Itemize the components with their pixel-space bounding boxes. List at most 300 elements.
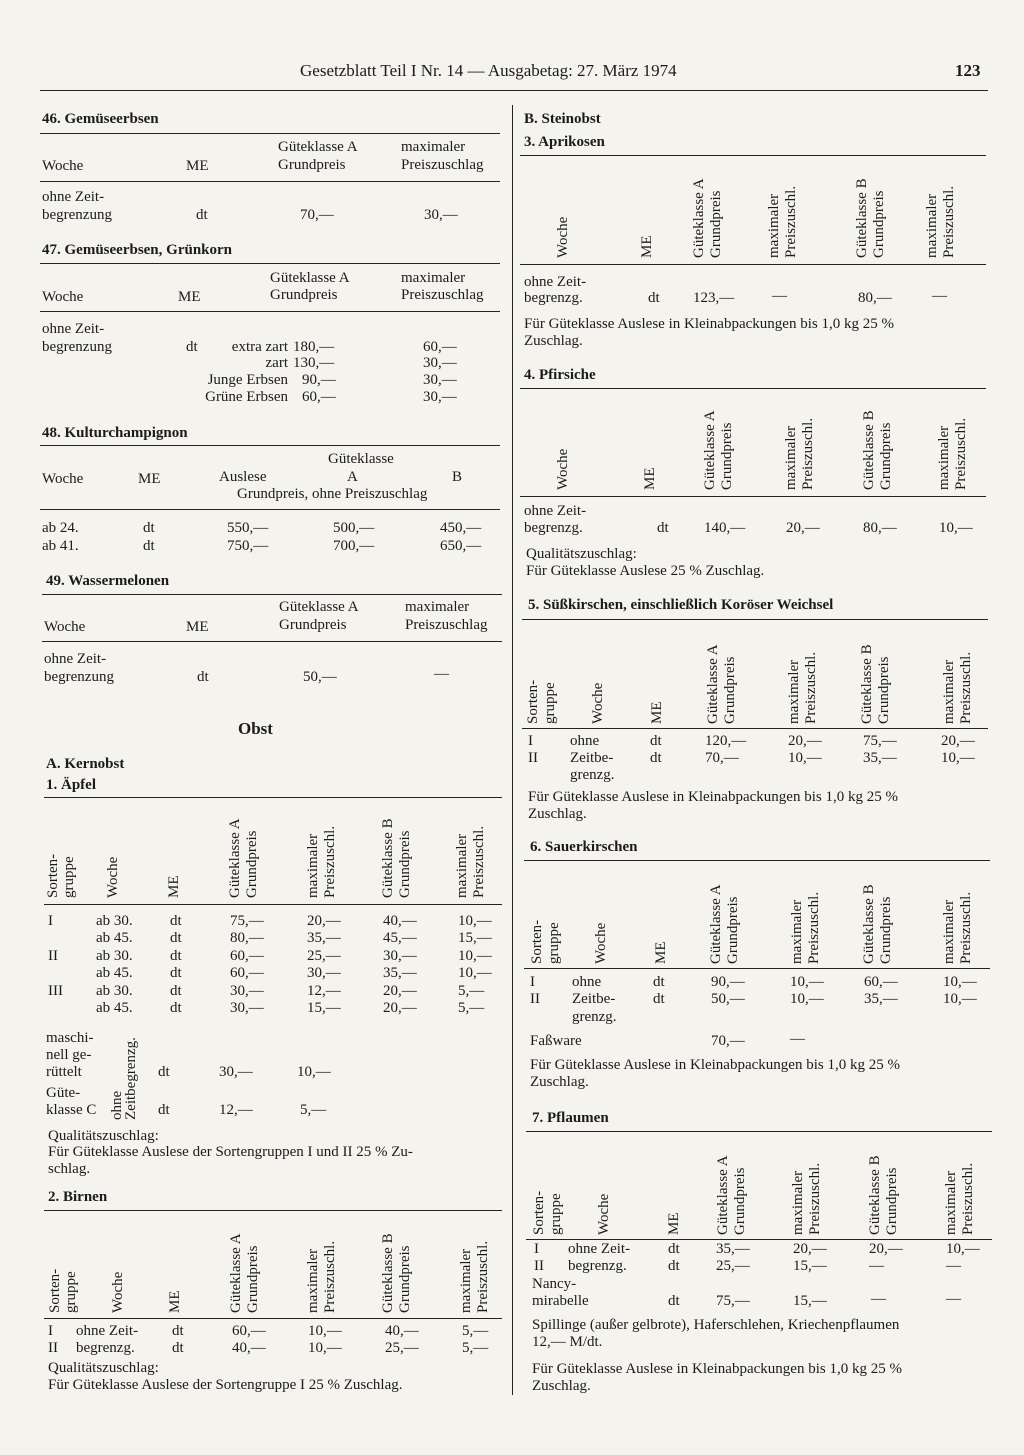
col-header: Woche — [42, 289, 84, 305]
note: Für Güteklasse Auslese in Kleinabpackungen bis 1,0 kg 25 % — [528, 789, 898, 805]
cell: dt — [668, 1293, 680, 1309]
col-header-rot: Woche — [593, 922, 609, 964]
table-cell-g: II — [530, 991, 540, 1007]
rule — [40, 509, 500, 510]
table-cell-a: 40,— — [232, 1340, 266, 1356]
col-header-rot: maximaler — [305, 1248, 321, 1313]
table-cell-ma: 10,— — [788, 750, 822, 766]
col-header-rot: maximaler — [454, 833, 470, 898]
col-header-rot: Güteklasse A — [691, 178, 707, 258]
note: Zuschlag. — [524, 333, 583, 349]
section-48-heading: 48. Kulturchampignon — [42, 425, 188, 441]
cell: dt — [197, 669, 209, 685]
table-cell-a: 60,— — [230, 948, 264, 964]
cell: 10,— — [939, 520, 973, 536]
cell: Faßware — [530, 1033, 582, 1049]
col-header-rot: Güteklasse B — [380, 1233, 396, 1313]
cell: 5,— — [300, 1102, 327, 1118]
cell: dt — [186, 339, 198, 355]
table-cell-b: 40,— — [383, 913, 417, 929]
table-cell-ma: 10,— — [308, 1340, 342, 1356]
cell: 650,— — [440, 538, 482, 554]
rule — [44, 1210, 502, 1211]
col-header-rot: Grundpreis — [871, 190, 887, 258]
table-cell-b: 20,— — [383, 983, 417, 999]
table-cell-w: ab 45. — [96, 965, 133, 981]
table-cell-me: dt — [650, 750, 662, 766]
aprikosen-heading: 3. Aprikosen — [524, 134, 605, 150]
table-cell-a: 60,— — [232, 1323, 266, 1339]
col-header-rot: gruppe — [542, 682, 558, 724]
rule — [524, 860, 990, 861]
section-47-heading: 47. Gemüseerbsen, Grünkorn — [42, 242, 233, 258]
table-cell-me: dt — [170, 965, 182, 981]
cell: ohne Zeit- — [44, 651, 107, 667]
cell: 700,— — [333, 538, 375, 554]
table-cell-mb: 5,— — [462, 1323, 489, 1339]
col-header: ME — [138, 471, 161, 487]
table-cell-g: I — [48, 913, 53, 929]
cell: 30,— — [219, 1064, 253, 1080]
col-header: Woche — [42, 471, 84, 487]
table-cell-a: 120,— — [705, 733, 747, 749]
col-header: ME — [186, 158, 209, 174]
table-cell-mb: 10,— — [458, 965, 492, 981]
col-header-rot: Güteklasse A — [702, 410, 718, 490]
note: Zuschlag. — [528, 806, 587, 822]
table-cell-b: 40,— — [385, 1323, 419, 1339]
table-cell-mb: 20,— — [941, 733, 975, 749]
table-cell-b: 45,— — [383, 930, 417, 946]
col-header-rot: Preiszuschl. — [475, 1240, 491, 1313]
table-cell-a: 50,— — [711, 991, 745, 1007]
table-cell-mb: 15,— — [458, 930, 492, 946]
table-cell-ma: 15,— — [307, 1000, 341, 1016]
col-header-rot: Grundpreis — [722, 656, 738, 724]
table-cell-w: begrenzg. — [76, 1340, 135, 1356]
suesskirschen-heading: 5. Süßkirschen, einschließlich Koröser Weichsel — [528, 597, 834, 613]
col-header: Grundpreis — [270, 287, 338, 303]
rotated-label: ohne — [109, 1090, 125, 1120]
col-header-rot: Woche — [590, 682, 606, 724]
col-header-rot: Preiszuschl. — [958, 651, 974, 724]
col-header-rot: Grundpreis — [245, 1245, 261, 1313]
cell: Nancy- — [532, 1276, 577, 1292]
cell: begrenzg. — [524, 520, 583, 536]
apfel-heading: 1. Äpfel — [46, 777, 96, 793]
col-header-rot: Sorten- — [45, 853, 61, 898]
cell: begrenzung — [42, 339, 112, 355]
col-header-rot: Preiszuschl. — [953, 417, 969, 490]
table-cell-b: 25,— — [385, 1340, 419, 1356]
rule — [524, 968, 990, 969]
rule — [40, 263, 500, 264]
col-header-rot: Sorten- — [529, 919, 545, 964]
col-header: Preiszuschlag — [401, 287, 484, 303]
rule — [42, 594, 502, 595]
col-header-rot: Grundpreis — [876, 656, 892, 724]
table-cell-g: II — [534, 1258, 544, 1274]
col-header-rot: Sorten- — [531, 1190, 547, 1235]
col-header: Auslese — [219, 469, 267, 485]
col-header-rot: Güteklasse B — [861, 884, 877, 964]
col-header-rot: Woche — [105, 856, 121, 898]
cell: 450,— — [440, 520, 482, 536]
rule — [520, 388, 986, 389]
cell: klasse C — [46, 1102, 97, 1118]
col-header-rot: Güteklasse A — [227, 818, 243, 898]
kernobst-heading: A. Kernobst — [46, 756, 125, 772]
cell: 12,— — [219, 1102, 253, 1118]
col-header-rot: maximaler — [936, 425, 952, 490]
col-header-rot: maximaler — [305, 833, 321, 898]
rule — [526, 1131, 992, 1132]
col-header-rot: maximaler — [943, 1170, 959, 1235]
col-header: B — [452, 469, 463, 485]
cell: 75,— — [716, 1293, 750, 1309]
table-cell-b: 35,— — [863, 750, 897, 766]
table-cell-w: ohne Zeit- — [568, 1241, 631, 1257]
table-cell-me: dt — [650, 733, 662, 749]
table-cell-ma: 10,— — [790, 991, 824, 1007]
col-header: maximaler — [401, 270, 466, 286]
table-cell-b: 20,— — [869, 1241, 903, 1257]
cell: 60,— — [302, 389, 336, 405]
cell: 60,— — [423, 339, 457, 355]
table-cell-a: 30,— — [230, 983, 264, 999]
col-header-rot: ME — [166, 875, 182, 898]
table-cell-ma: 12,— — [307, 983, 341, 999]
col-header-rot: Preiszuschl. — [322, 825, 338, 898]
col-header-rot: Grundpreis — [244, 830, 260, 898]
col-header-rot: Preiszuschl. — [800, 417, 816, 490]
table-cell-a: 70,— — [705, 750, 739, 766]
pfirsiche-heading: 4. Pfirsiche — [524, 367, 596, 383]
table-cell-mb: 5,— — [462, 1340, 489, 1356]
page-header-title: Gesetzblatt Teil I Nr. 14 — Ausgabetag: 27. März 1974 — [300, 61, 677, 80]
table-cell-a: 35,— — [716, 1241, 750, 1257]
table-cell-w: ohne Zeit- — [76, 1323, 139, 1339]
note: Für Güteklasse Auslese in Kleinabpackungen bis 1,0 kg 25 % — [530, 1057, 900, 1073]
col-header-rot: Güteklasse A — [715, 1155, 731, 1235]
table-cell-mb: 10,— — [943, 974, 977, 990]
cell: — — [790, 1031, 805, 1047]
col-header-rot: maximaler — [786, 659, 802, 724]
col-header-rot: maximaler — [924, 193, 940, 258]
cell: ab 24. — [42, 520, 79, 536]
table-cell-g: II — [48, 1340, 58, 1356]
table-cell-mb: 10,— — [458, 913, 492, 929]
note: Für Güteklasse Auslese in Kleinabpackungen bis 1,0 kg 25 % — [524, 316, 894, 332]
cell: 50,— — [303, 669, 337, 685]
col-header-rot: Güteklasse B — [854, 178, 870, 258]
table-cell-a: 30,— — [230, 1000, 264, 1016]
table-cell-ma: 35,— — [307, 930, 341, 946]
col-header-rot: Grundpreis — [708, 190, 724, 258]
cell: ohne Zeit- — [524, 503, 587, 519]
col-header-rot: Preiszuschl. — [960, 1162, 976, 1235]
table-cell-me: dt — [653, 974, 665, 990]
col-header-rot: Grundpreis — [719, 422, 735, 490]
cell: 550,— — [227, 520, 269, 536]
cell: extra zart — [231, 339, 288, 355]
col-header-rot: ME — [649, 701, 665, 724]
table-cell-me: dt — [172, 1323, 184, 1339]
table-cell-a: 75,— — [230, 913, 264, 929]
cell: ab 41. — [42, 538, 79, 554]
cell: ohne Zeit- — [42, 321, 105, 337]
table-cell-mb: 10,— — [943, 991, 977, 1007]
col-header: Güteklasse — [328, 451, 394, 467]
table-cell-ma: 10,— — [790, 974, 824, 990]
section-49-heading: 49. Wassermelonen — [46, 573, 170, 589]
col-header-rot: Preiszuschl. — [941, 185, 957, 258]
col-header-rot: Güteklasse B — [859, 644, 875, 724]
col-header-rot: Woche — [596, 1193, 612, 1235]
col-header: ME — [178, 289, 201, 305]
table-cell-me: dt — [170, 913, 182, 929]
cell: zart — [265, 355, 288, 371]
cell: — — [434, 666, 449, 682]
col-header-rot: ME — [642, 467, 658, 490]
rule — [520, 496, 986, 497]
cell: Junge Erbsen — [207, 372, 288, 388]
table-cell-g: I — [530, 974, 535, 990]
cell: 30,— — [423, 355, 457, 371]
table-cell-w: ab 30. — [96, 948, 133, 964]
note: Zuschlag. — [532, 1378, 591, 1394]
table-cell-g: I — [528, 733, 533, 749]
col-header-rot: Grundpreis — [397, 830, 413, 898]
col-header: Woche — [44, 619, 86, 635]
rule — [40, 445, 500, 446]
note: Qualitätszuschlag: — [48, 1360, 159, 1376]
cell: begrenzung — [44, 669, 114, 685]
col-header-rot: maximaler — [941, 899, 957, 964]
rule — [520, 155, 986, 156]
rule — [42, 641, 502, 642]
col-header-rot: Sorten- — [525, 679, 541, 724]
col-header: Woche — [42, 158, 84, 174]
table-cell-w: ab 30. — [96, 983, 133, 999]
table-cell-a: 60,— — [230, 965, 264, 981]
col-header-rot: Preiszuschl. — [803, 651, 819, 724]
cell: 500,— — [333, 520, 375, 536]
cell: — — [772, 288, 787, 304]
table-cell-w: ab 45. — [96, 1000, 133, 1016]
table-cell-ma: 20,— — [793, 1241, 827, 1257]
cell: 70,— — [711, 1033, 745, 1049]
cell: dt — [158, 1064, 170, 1080]
col-header-rot: Güteklasse B — [861, 410, 877, 490]
cell: mirabelle — [532, 1293, 589, 1309]
col-header-rot: ME — [167, 1290, 183, 1313]
table-cell-b: — — [869, 1258, 884, 1274]
col-header-rot: Woche — [555, 448, 571, 490]
col-header-rot: Sorten- — [47, 1268, 63, 1313]
note: Zuschlag. — [530, 1074, 589, 1090]
cell: 750,— — [227, 538, 269, 554]
rule — [44, 904, 502, 905]
cell: 180,— — [293, 339, 335, 355]
rule — [520, 264, 986, 265]
note: Für Güteklasse Auslese der Sortengruppen I und II 25 % Zu- — [48, 1144, 413, 1160]
rule — [44, 1318, 502, 1319]
note: Qualitätszuschlag: — [526, 546, 637, 562]
col-header-rot: ME — [639, 235, 655, 258]
cell: — — [932, 288, 947, 304]
col-header-rot: Grundpreis — [725, 896, 741, 964]
cell: 80,— — [863, 520, 897, 536]
table-cell-mb: 5,— — [458, 983, 485, 999]
table-cell-me: dt — [170, 948, 182, 964]
table-cell-mb: — — [946, 1258, 961, 1274]
cell: ohne Zeit- — [42, 189, 105, 205]
col-header-rot: gruppe — [546, 922, 562, 964]
cell: dt — [196, 207, 208, 223]
cell: 10,— — [297, 1064, 331, 1080]
table-cell-b: 20,— — [383, 1000, 417, 1016]
cell: 30,— — [423, 372, 457, 388]
col-header-rot: gruppe — [63, 1271, 79, 1313]
col-header-rot: Preiszuschl. — [807, 1162, 823, 1235]
col-header: Grundpreis, ohne Preiszuschlag — [237, 486, 428, 502]
cell: 90,— — [302, 372, 336, 388]
cell: 140,— — [704, 520, 746, 536]
note: 12,— M/dt. — [532, 1334, 603, 1350]
birnen-heading: 2. Birnen — [48, 1189, 108, 1205]
cell: rüttelt — [46, 1064, 82, 1080]
table-cell-a: 80,— — [230, 930, 264, 946]
note: Für Güteklasse Auslese 25 % Zuschlag. — [526, 563, 765, 579]
col-header-rot: maximaler — [790, 1170, 806, 1235]
col-header: Preiszuschlag — [401, 157, 484, 173]
table-cell-b: 60,— — [864, 974, 898, 990]
table-cell-w: Zeitbe- — [570, 750, 614, 766]
obst-title: Obst — [238, 719, 273, 738]
col-header-rot: Grundpreis — [878, 422, 894, 490]
section-46-heading: 46. Gemüseerbsen — [42, 111, 159, 127]
note: Für Güteklasse Auslese in Kleinabpackungen bis 1,0 kg 25 % — [532, 1361, 902, 1377]
table-cell-me: dt — [668, 1258, 680, 1274]
cell: begrenzung — [42, 207, 112, 223]
col-header-rot: ME — [666, 1212, 682, 1235]
table-cell-ma: 15,— — [793, 1258, 827, 1274]
table-cell-me: dt — [172, 1340, 184, 1356]
col-header: maximaler — [405, 599, 470, 615]
cell: 123,— — [693, 290, 735, 306]
note: schlag. — [48, 1161, 91, 1177]
col-header-rot: Grundpreis — [732, 1167, 748, 1235]
col-header: maximaler — [401, 139, 466, 155]
table-cell-mb: 10,— — [946, 1241, 980, 1257]
page-number: 123 — [955, 61, 981, 80]
table-cell-w: Zeitbe- — [572, 991, 616, 1007]
table-cell-w: ab 45. — [96, 930, 133, 946]
table-cell-g: III — [48, 983, 63, 999]
pflaumen-heading: 7. Pflaumen — [532, 1110, 609, 1126]
rule — [40, 181, 500, 182]
cell: 30,— — [423, 389, 457, 405]
col-header-rot: Preiszuschl. — [958, 891, 974, 964]
cell: dt — [657, 520, 669, 536]
col-header-rot: Grundpreis — [884, 1167, 900, 1235]
cell: 20,— — [786, 520, 820, 536]
rotated-label: Zeitbegrenzg. — [123, 1037, 139, 1120]
column-divider — [512, 105, 513, 1395]
table-cell-b: 35,— — [383, 965, 417, 981]
header-rule — [40, 90, 988, 91]
cell: Grüne Erbsen — [205, 389, 288, 405]
cell: — — [871, 1291, 886, 1307]
col-header: ME — [186, 619, 209, 635]
cell: dt — [158, 1102, 170, 1118]
cell: grenzg. — [570, 767, 615, 783]
rule — [40, 133, 500, 134]
col-header-rot: Güteklasse B — [867, 1155, 883, 1235]
rule — [522, 728, 988, 729]
table-cell-ma: 10,— — [308, 1323, 342, 1339]
table-cell-me: dt — [653, 991, 665, 1007]
sauerkirschen-heading: 6. Sauerkirschen — [530, 839, 638, 855]
col-header: Güteklasse A — [270, 270, 350, 286]
cell: dt — [143, 538, 155, 554]
col-header-rot: gruppe — [548, 1193, 564, 1235]
col-header-rot: ME — [653, 941, 669, 964]
note: Spillinge (außer gelbrote), Haferschlehen, Kriechenpflaumen — [532, 1317, 900, 1333]
table-cell-ma: 20,— — [788, 733, 822, 749]
cell: 30,— — [424, 207, 458, 223]
table-cell-g: II — [528, 750, 538, 766]
col-header-rot: gruppe — [61, 856, 77, 898]
cell: begrenzg. — [524, 290, 583, 306]
col-header-rot: Grundpreis — [878, 896, 894, 964]
cell: 80,— — [858, 290, 892, 306]
col-header-rot: Grundpreis — [397, 1245, 413, 1313]
note: Für Güteklasse Auslese der Sortengruppe I 25 % Zuschlag. — [48, 1377, 403, 1393]
table-cell-b: 30,— — [383, 948, 417, 964]
col-header-rot: maximaler — [766, 193, 782, 258]
col-header-rot: Preiszuschl. — [322, 1240, 338, 1313]
note: Qualitätszuschlag: — [48, 1128, 159, 1144]
cell: ohne Zeit- — [524, 274, 587, 290]
table-cell-g: I — [48, 1323, 53, 1339]
col-header-rot: Preiszuschl. — [471, 825, 487, 898]
col-header-rot: Preiszuschl. — [783, 185, 799, 258]
col-header-rot: maximaler — [458, 1248, 474, 1313]
cell: Güte- — [46, 1085, 81, 1101]
table-cell-b: 35,— — [864, 991, 898, 1007]
cell: 15,— — [793, 1293, 827, 1309]
table-cell-g: II — [48, 948, 58, 964]
cell: nell ge- — [46, 1047, 92, 1063]
steinobst-heading: B. Steinobst — [524, 111, 601, 127]
col-header-rot: maximaler — [789, 899, 805, 964]
table-cell-me: dt — [170, 1000, 182, 1016]
col-header: Grundpreis — [279, 617, 347, 633]
table-cell-me: dt — [170, 983, 182, 999]
cell: grenzg. — [572, 1009, 617, 1025]
col-header-rot: Güteklasse A — [228, 1233, 244, 1313]
col-header-rot: Preiszuschl. — [806, 891, 822, 964]
table-cell-mb: 5,— — [458, 1000, 485, 1016]
table-cell-w: ohne — [570, 733, 600, 749]
table-cell-mb: 10,— — [941, 750, 975, 766]
col-header: Grundpreis — [278, 157, 346, 173]
rule — [522, 619, 988, 620]
table-cell-mb: 10,— — [458, 948, 492, 964]
col-header-rot: Güteklasse A — [705, 644, 721, 724]
